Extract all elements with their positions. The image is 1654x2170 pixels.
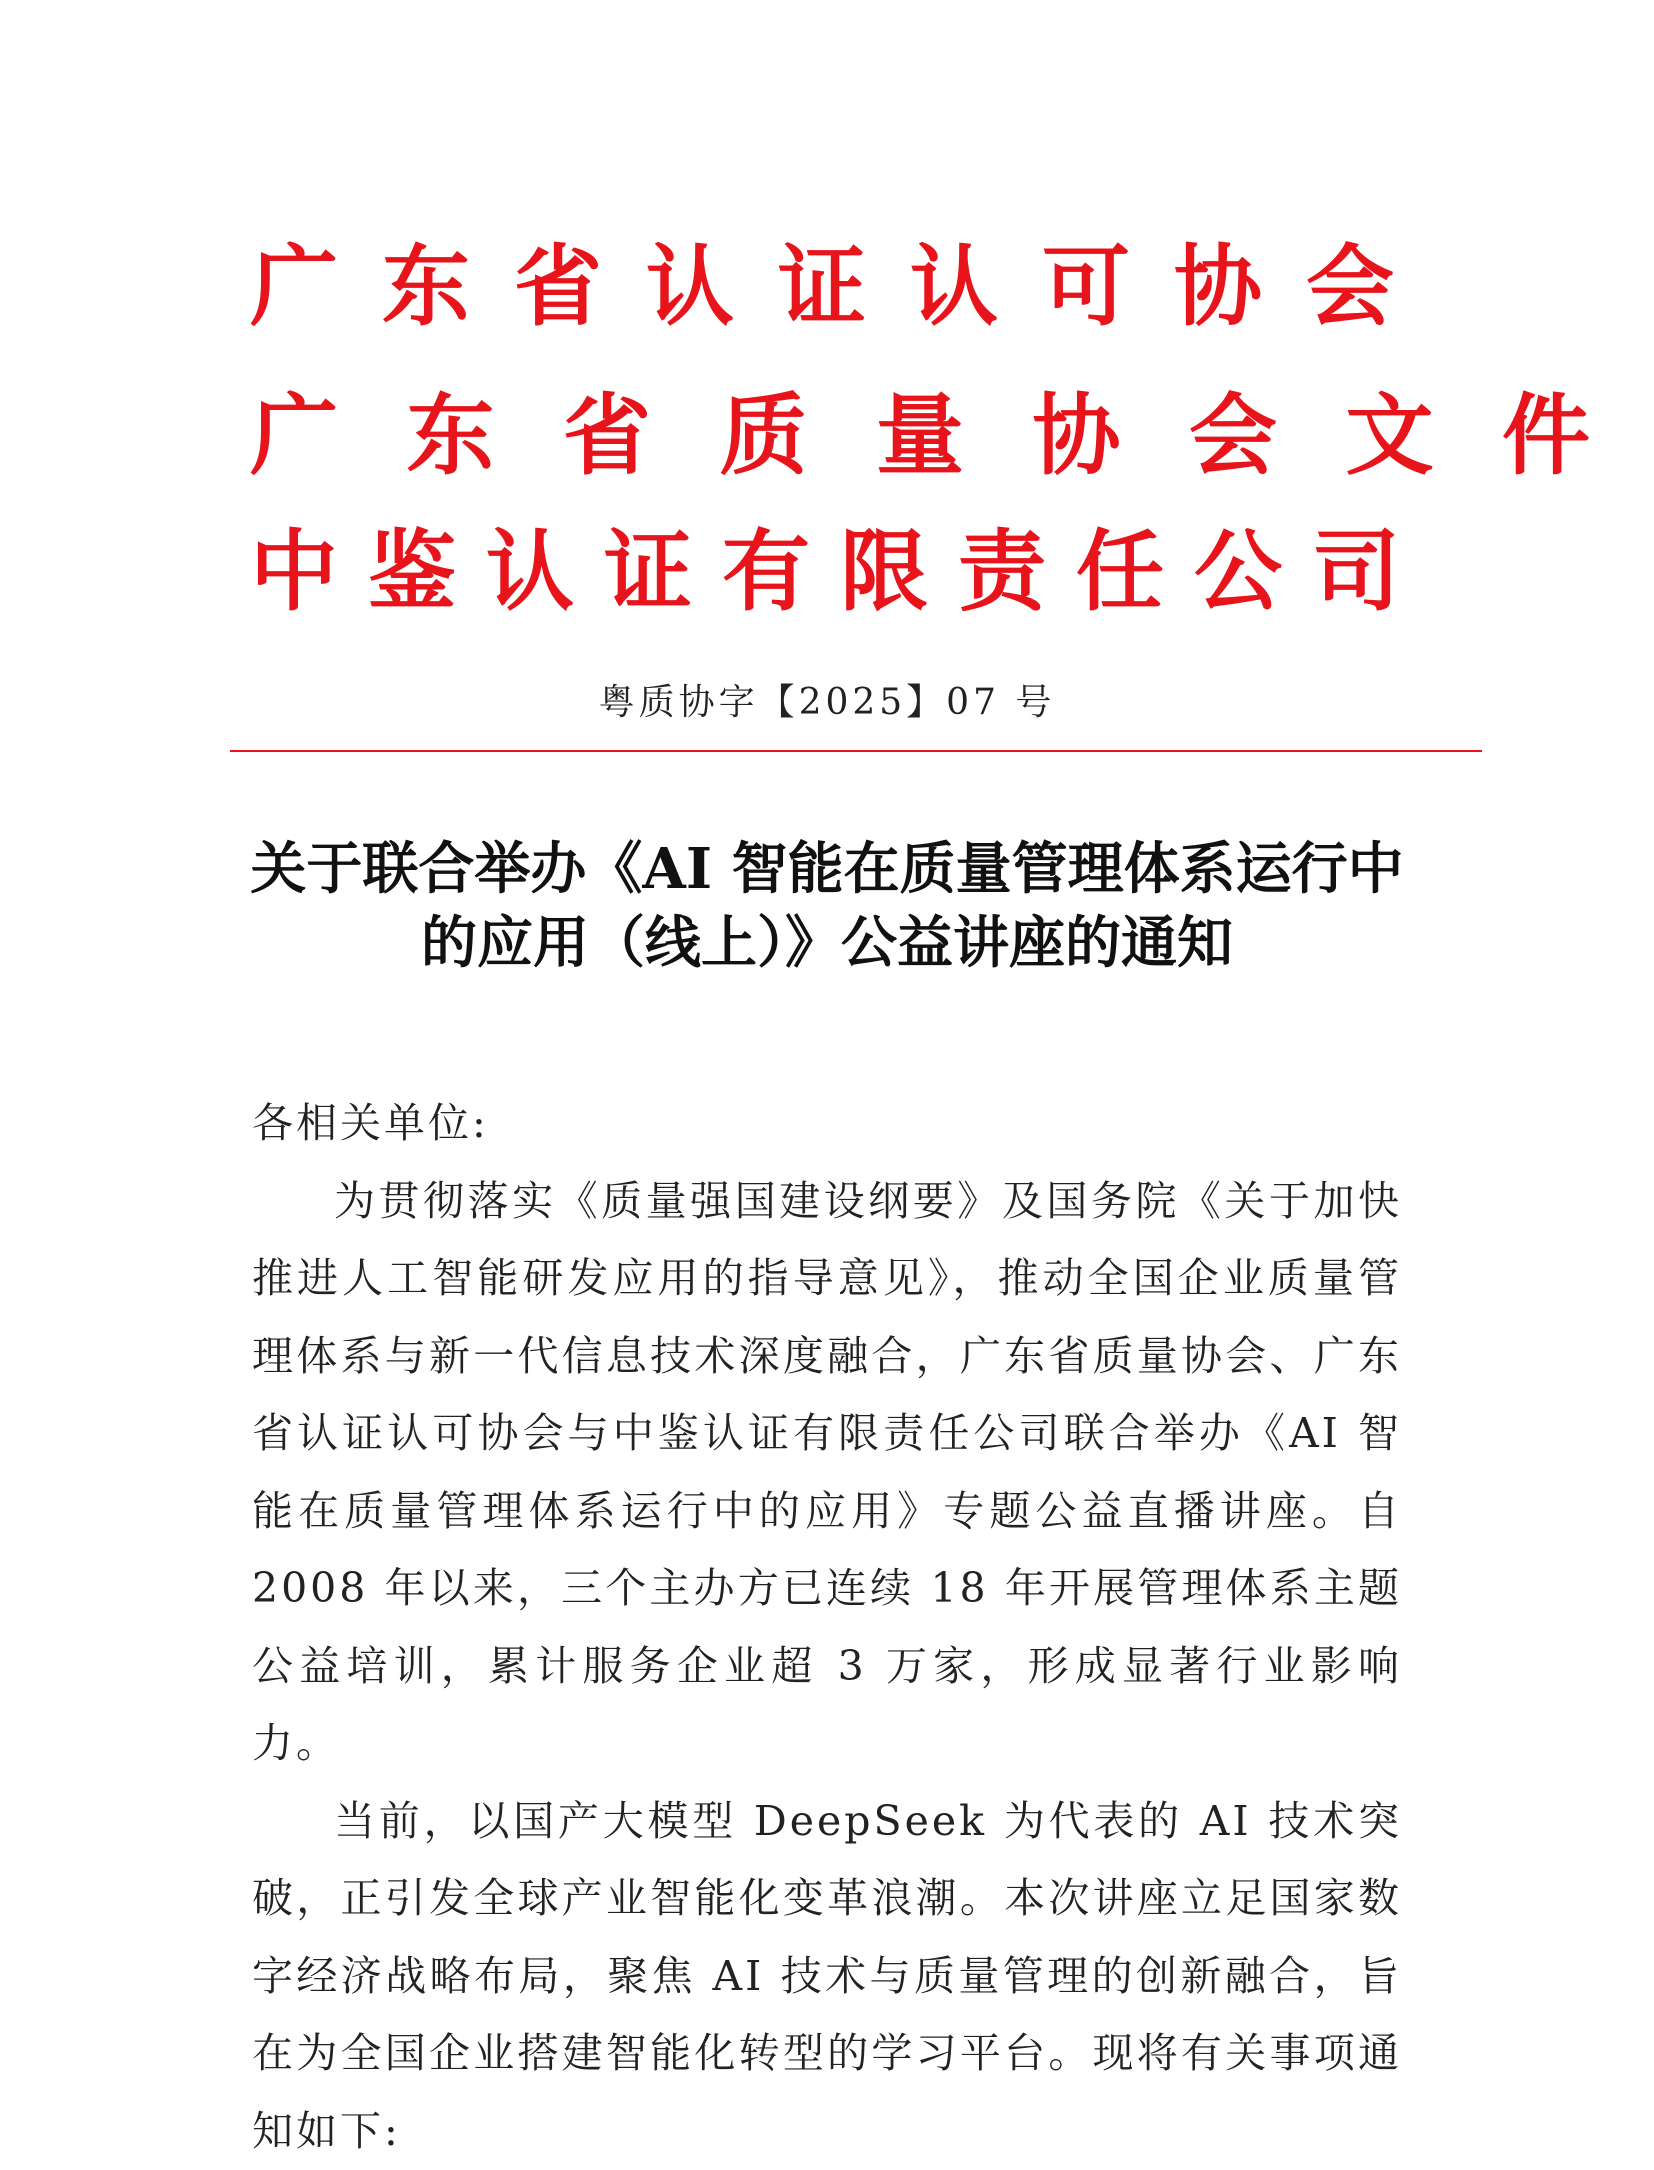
- document-title: 关于联合举办《AI 智能在质量管理体系运行中的应用（线上）》公益讲座的通知: [230, 832, 1424, 980]
- document-body: [252, 1085, 1402, 2170]
- issuer-name-gd-certification-association: 广东省认证认可协会: [250, 235, 1438, 339]
- issuer-name-cc-certification: 中鉴认证有限责任公司: [250, 520, 1430, 624]
- body-paragraph: 为贯彻落实《质量强国建设纲要》及国务院《关于加快推进人工智能研发应用的指导意见》，推动全国企业质量管理体系与新一代信息技术深度融合，广东省质量协会、广东省认证认可协会与中鉴认证有限责任公司联合举办《AI 智能在质量管理体系运行中的应用》专题公益直播讲座。自 2008 年以来，三个主办方已连续 18 年开展管理体系主题公益培训，累计服务企业超 3 万家，形成显著行业影响力。: [252, 1163, 1402, 1783]
- salutation: 各相关单位:: [252, 1085, 1402, 1163]
- document-number: 粤质协字【2025】07 号: [0, 680, 1654, 726]
- issuer-name-gd-quality-association: 广东省质量协会文件: [250, 384, 1590, 488]
- red-divider-line: [230, 750, 1482, 752]
- body-paragraph: 当前，以国产大模型 DeepSeek 为代表的 AI 技术突破，正引发全球产业智能化变革浪潮。本次讲座立足国家数字经济战略布局，聚焦 AI 技术与质量管理的创新融合，旨在为全国企业搭建智能化转型的学习平台。现将有关事项通知如下:: [252, 1783, 1402, 2170]
